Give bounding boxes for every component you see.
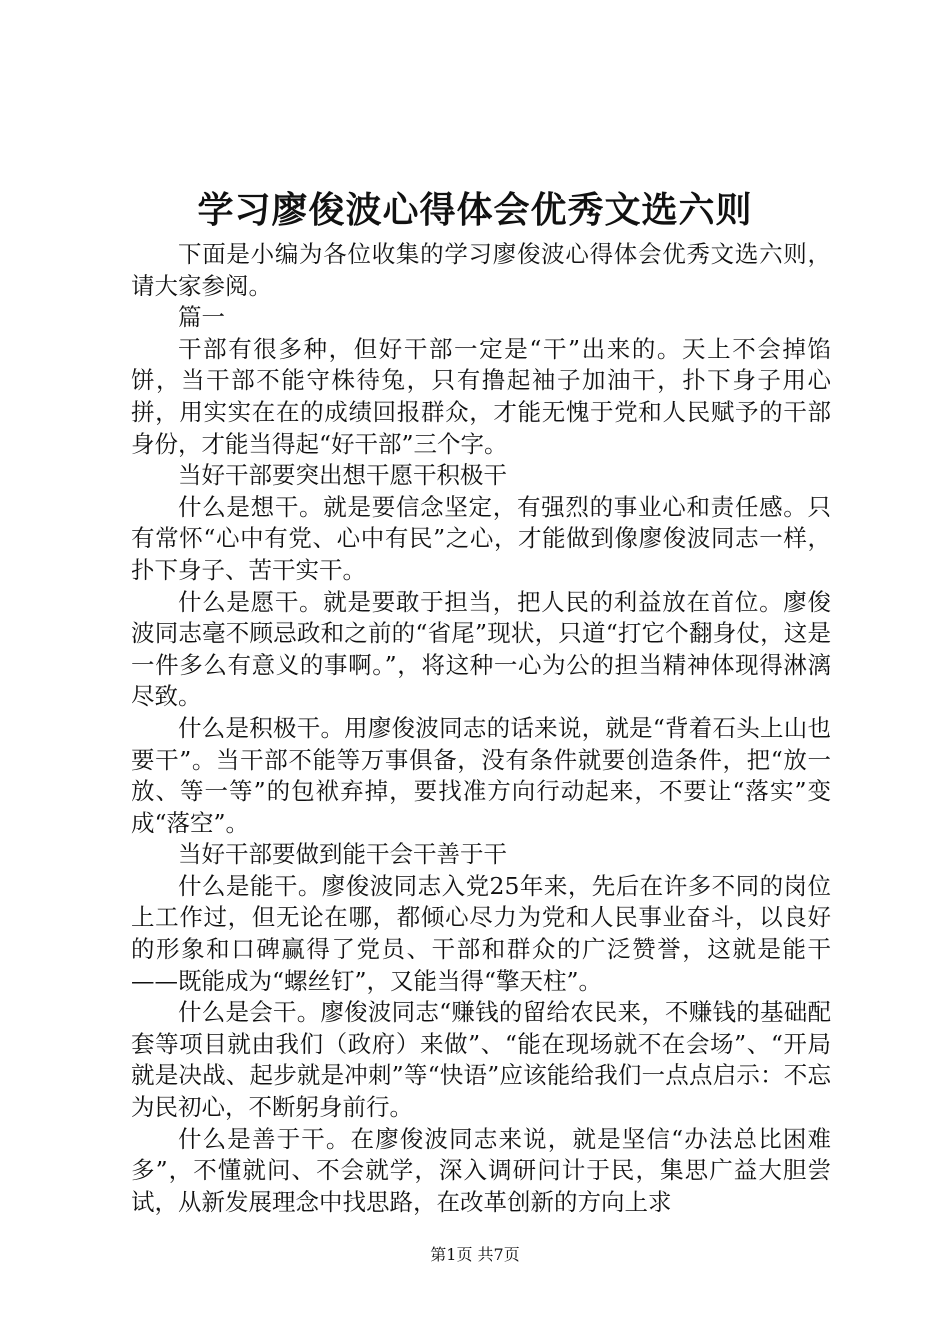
page-footer: 第1页 共7页 [430, 1245, 520, 1264]
subheading: 当好干部要做到能干会干善于干 [178, 840, 507, 869]
intro-paragraph: 下面是小编为各位收集的学习廖俊波心得体会优秀文选六则，请大家参阅。 [131, 240, 831, 300]
body-paragraph: 什么是愿干。就是要敢于担当，把人民的利益放在首位。廖俊波同志毫不顾忌政和之前的“省尾”现状，只道“打它个翻身仗，这是一件多么有意义的事啊。”，将这种一心为公的担当精神体现得淋漓尽致。 [131, 587, 831, 711]
body-paragraph: 什么是能干。廖俊波同志入党25年来，先后在许多不同的岗位上工作过，但无论在哪，都倾心尽力为党和人民事业奋斗，以良好的形象和口碑赢得了党员、干部和群众的广泛赞誉，这就是能干——既能成为“螺丝钉”，又能当得“擎天柱”。 [131, 871, 831, 995]
body-paragraph: 什么是善于干。在廖俊波同志来说，就是坚信“办法总比困难多”，不懂就问、不会就学，深入调研问计于民，集思广益大胆尝试，从新发展理念中找思路，在改革创新的方向上求 [131, 1124, 831, 1216]
body-paragraph: 什么是积极干。用廖俊波同志的话来说，就是“背着石头上山也要干”。当干部不能等万事俱备，没有条件就要创造条件，把“放一放、等一等”的包袱弃掉，要找准方向行动起来，不要让“落实”变成“落空”。 [131, 713, 831, 837]
body-paragraph: 干部有很多种，但好干部一定是“干”出来的。天上不会掉馅饼，当干部不能守株待兔，只有撸起袖子加油干，扑下身子用心拼，用实实在在的成绩回报群众，才能无愧于党和人民赋予的干部身份，才能当得起“好干部”三个字。 [131, 334, 831, 458]
document-title: 学习廖俊波心得体会优秀文选六则 [197, 189, 753, 231]
body-paragraph: 什么是想干。就是要信念坚定，有强烈的事业心和责任感。只有常怀“心中有党、心中有民”之心，才能做到像廖俊波同志一样，扑下身子、苦干实干。 [131, 492, 831, 584]
subheading: 当好干部要突出想干愿干积极干 [178, 461, 507, 490]
section-label: 篇一 [178, 303, 225, 332]
body-paragraph: 什么是会干。廖俊波同志“赚钱的留给农民来，不赚钱的基础配套等项目就由我们（政府）来做”、“能在现场就不在会场”、“开局就是决战、起步就是冲刺”等“快语”应该能给我们一点点启示：不忘为民初心，不断躬身前行。 [131, 998, 831, 1122]
document-body [131, 239, 831, 1218]
